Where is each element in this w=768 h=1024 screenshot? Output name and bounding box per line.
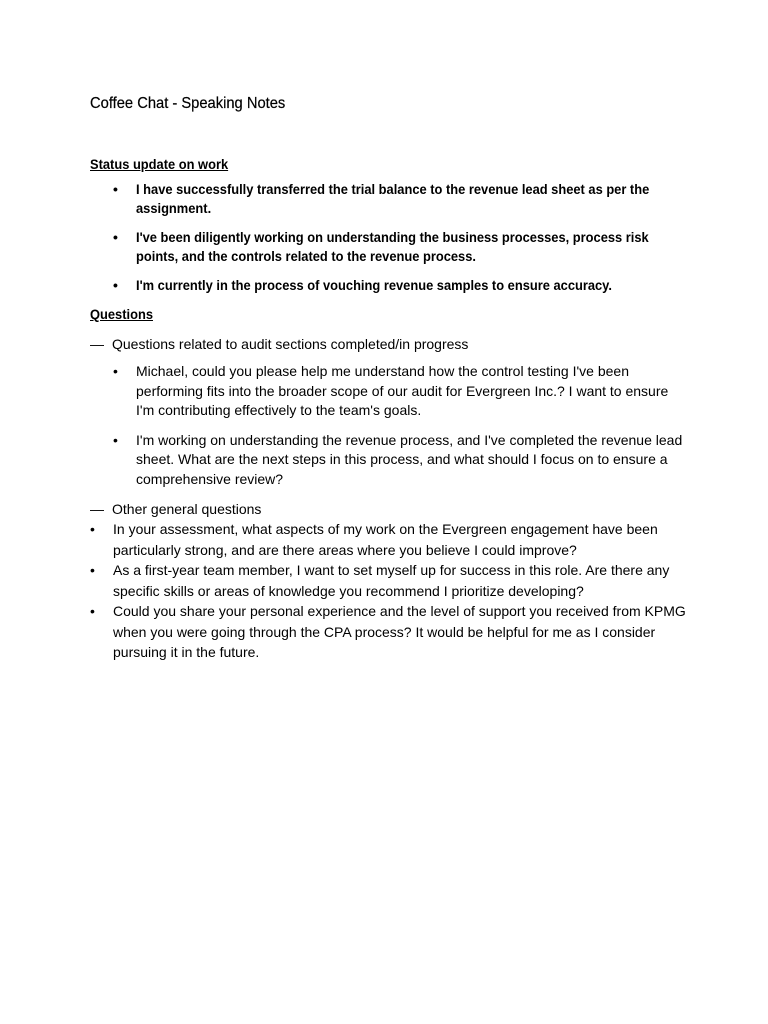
bullet-icon: •: [113, 277, 118, 293]
list-item-text: I'm currently in the process of vouching revenue samples to ensure accuracy.: [136, 277, 612, 293]
list-item-text: Michael, could you please help me understand how the control testing I've been performing fits into the broader scope of our audit for Evergreen Inc.? I want to ensure I'm contributing effectively to the team's goals.: [136, 363, 669, 418]
list-item: [90, 431, 690, 490]
document-title: Coffee Chat - Speaking Notes: [90, 95, 286, 112]
bullet-icon: •: [90, 521, 95, 537]
bullet-icon: •: [113, 431, 118, 448]
list-item: [90, 560, 690, 601]
list-item: [90, 362, 690, 421]
list-item-text: I'm working on understanding the revenue process, and I've completed the revenue lead sheet. What are the next steps in this process, and what should I focus on to ensure a comprehensive review?: [136, 431, 683, 487]
list-item: [90, 276, 690, 295]
status-update-heading: Status update on work: [90, 156, 229, 172]
general-questions-list: [90, 519, 690, 663]
dash-icon: —: [90, 336, 104, 352]
list-item: [90, 180, 690, 218]
list-item-text: Could you share your personal experience and the level of support you received from KPMG when you were going through the CPA process? It would be helpful for me as I consider pursuing it in the future.: [113, 603, 686, 660]
list-item: [90, 519, 690, 560]
list-item-text: As a first-year team member, I want to set myself up for success in this role. Are there any specific skills or areas of knowledge you recommend I prioritize developing?: [113, 562, 670, 599]
list-item-text: I've been diligently working on understanding the business processes, process risk points, and the controls related to the revenue process.: [136, 229, 649, 264]
bullet-icon: •: [113, 363, 118, 379]
general-questions-group-label: [90, 499, 690, 519]
status-update-list: [90, 180, 690, 295]
dash-icon: —: [90, 501, 104, 517]
group-label-text: Other general questions: [112, 501, 262, 517]
list-item-text: In your assessment, what aspects of my work on the Evergreen engagement have been particularly strong, and are there areas where you believe I could improve?: [113, 521, 658, 558]
list-item: [90, 228, 690, 266]
list-item: [90, 601, 690, 663]
bullet-icon: •: [90, 603, 95, 619]
list-item-text: I have successfully transferred the trial balance to the revenue lead sheet as per the assignment.: [136, 181, 650, 216]
bullet-icon: •: [90, 562, 95, 578]
document-page: [90, 92, 690, 663]
audit-questions-group-label: [90, 334, 690, 354]
bullet-icon: •: [113, 229, 118, 245]
audit-questions-list: [90, 362, 690, 489]
bullet-icon: •: [113, 181, 118, 197]
group-label-text: Questions related to audit sections completed/in progress: [112, 336, 469, 352]
questions-heading: Questions: [90, 306, 153, 322]
